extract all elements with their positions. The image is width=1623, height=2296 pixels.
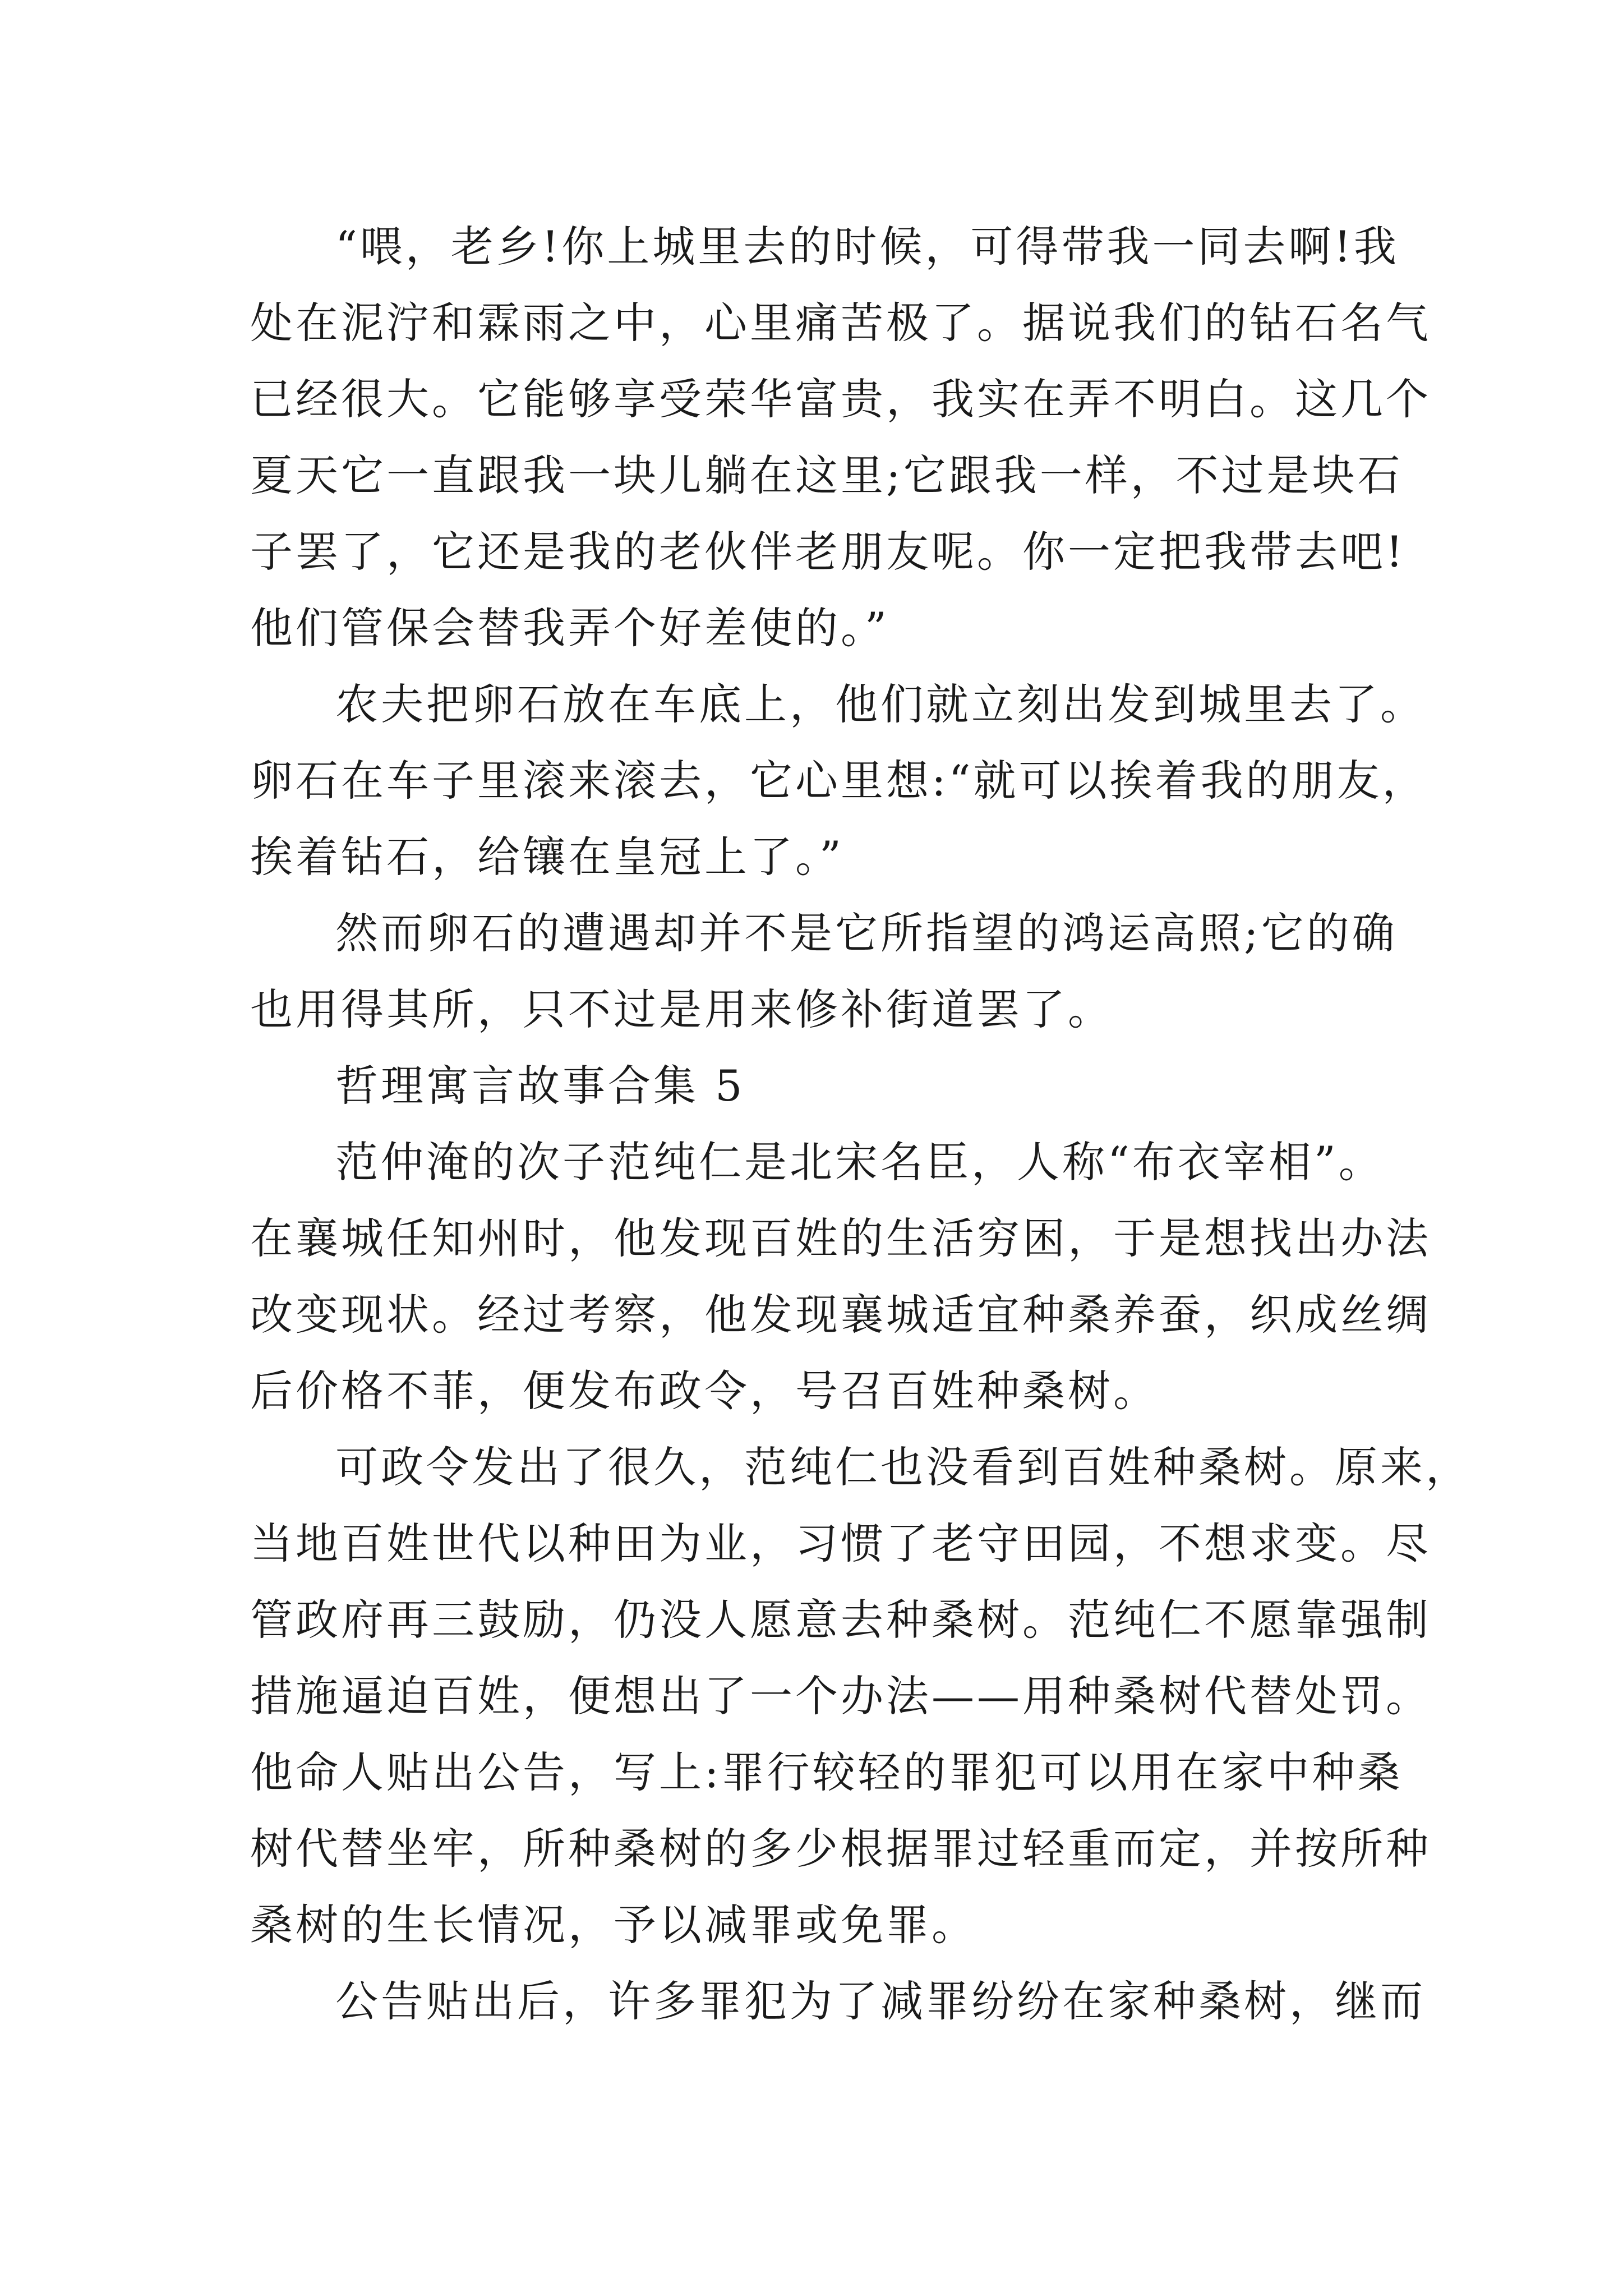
text-line: 后价格不菲，便发布政令，号召百姓种桑树。 <box>250 1366 1159 1416</box>
text-line: 他们管保会替我弄个好差使的。” <box>250 603 889 653</box>
text-line: 农夫把卵石放在车底上，他们就立刻出发到城里去了。 <box>335 679 1426 729</box>
text-line: 当地百姓世代以种田为业，习惯了老守田园，不想求变。尽 <box>250 1519 1431 1568</box>
text-line: 子罢了，它还是我的老伙伴老朋友呢。你一定把我带去吧! <box>250 527 1406 577</box>
text-line: 处在泥泞和霖雨之中，心里痛苦极了。据说我们的钻石名气 <box>250 298 1431 348</box>
text-line: 挨着钻石，给镶在皇冠上了。” <box>250 832 844 882</box>
text-line: 在襄城任知州时，他发现百姓的生活穷困，于是想找出办法 <box>250 1213 1431 1263</box>
text-line: “喂，老乡!你上城里去的时候，可得带我一同去啊!我 <box>335 222 1399 272</box>
section-heading: 哲理寓言故事合集 5 <box>335 1061 745 1111</box>
text-line: 管政府再三鼓励，仍没人愿意去种桑树。范纯仁不愿靠强制 <box>250 1595 1431 1645</box>
text-line: 夏天它一直跟我一块儿躺在这里;它跟我一样，不过是块石 <box>250 450 1403 500</box>
text-line: 可政令发出了很久，范纯仁也没看到百姓种桑树。原来， <box>335 1442 1471 1492</box>
text-line: 卵石在车子里滚来滚去，它心里想:“就可以挨着我的朋友， <box>250 756 1428 806</box>
text-line: 树代替坐牢，所种桑树的多少根据罪过轻重而定，并按所种 <box>250 1824 1431 1874</box>
text-line: 桑树的生长情况，予以减罪或免罪。 <box>250 1900 977 1950</box>
text-line: 已经很大。它能够享受荣华富贵，我实在弄不明白。这几个 <box>250 374 1431 424</box>
text-line: 公告贴出后，许多罪犯为了减罪纷纷在家种桑树，继而 <box>335 1976 1426 2026</box>
text-line: 改变现状。经过考察，他发现襄城适宜种桑养蚕，织成丝绸 <box>250 1290 1431 1340</box>
text-line: 他命人贴出公告，写上:罪行较轻的罪犯可以用在家中种桑 <box>250 1747 1403 1797</box>
document-body <box>250 209 1471 2040</box>
text-line: 措施逼迫百姓，便想出了一个办法——用种桑树代替处罚。 <box>250 1671 1431 1721</box>
text-line: 然而卵石的遭遇却并不是它所指望的鸿运高照;它的确 <box>335 908 1398 958</box>
text-line: 范仲淹的次子范纯仁是北宋名臣，人称“布衣宰相”。 <box>335 1137 1384 1187</box>
text-line: 也用得其所，只不过是用来修补街道罢了。 <box>250 984 1113 1034</box>
